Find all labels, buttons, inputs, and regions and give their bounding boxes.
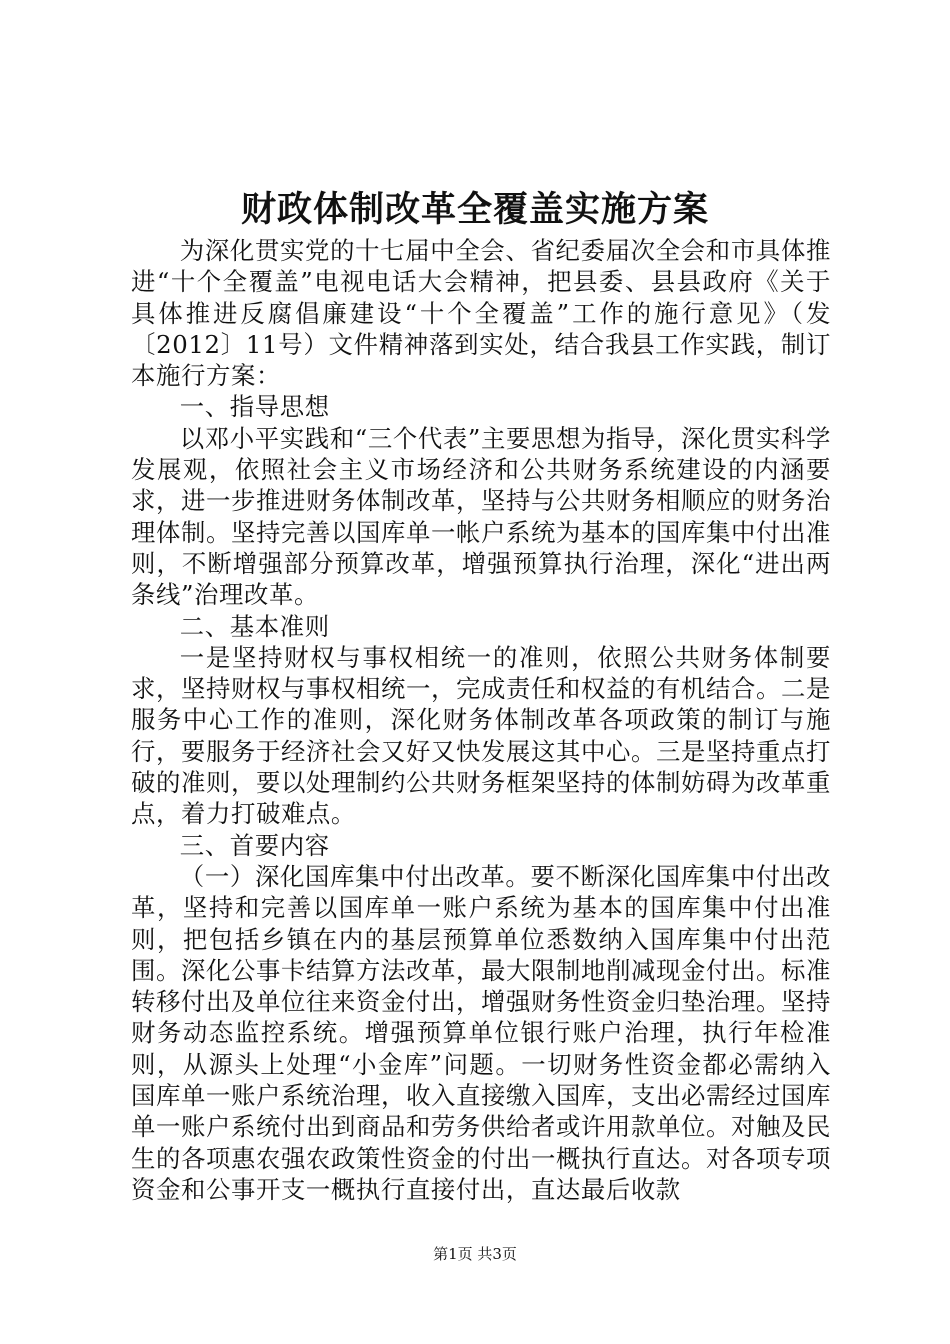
body-paragraph-basic-principles: 一是坚持财权与事权相统一的准则，依照公共财务体制要求，坚持财权与事权相统一，完成责任和权益的有机结合。二是服务中心工作的准则，深化财务体制改革各项政策的制订与施行，要服务于经济社会又好又快发展这其中心。三是坚持重点打破的准则，要以处理制约公共财务框架坚持的体制妨碍为改革重点，着力打破难点。	[131, 642, 831, 829]
page-footer: 第1页 共3页	[433, 1245, 517, 1263]
body-paragraph-main-content: （一）深化国库集中付出改革。要不断深化国库集中付出改革，坚持和完善以国库单一账户系统为基本的国库集中付出准则，把包括乡镇在内的基层预算单位悉数纳入国库集中付出范围。深化公事卡结算方法改革，最大限制地削减现金付出。标准转移付出及单位往来资金付出，增强财务性资金归垫治理。坚持财务动态监控系统。增强预算单位银行账户治理，执行年检准则，从源头上处理“小金库”问题。一切财务性资金都必需纳入国库单一账户系统治理，收入直接缴入国库，支出必需经过国库单一账户系统付出到商品和劳务供给者或许用款单位。对触及民生的各项惠农强农政策性资金的付出一概执行直达。对各项专项资金和公事开支一概执行直接付出，直达最后收款	[131, 861, 831, 1204]
body-paragraph-intro: 为深化贯实党的十七届中全会、省纪委届次全会和市具体推进“十个全覆盖”电视电话大会精神，把县委、县县政府《关于具体推进反腐倡廉建设“十个全覆盖”工作的施行意见》（发〔2012〕11号）文件精神落到实处，结合我县工作实践，制订本施行方案：	[131, 236, 831, 391]
body-paragraph-guiding-ideology: 以邓小平实践和“三个代表”主要思想为指导，深化贯实科学发展观，依照社会主义市场经济和公共财务系统建设的内涵要求，进一步推进财务体制改革，坚持与公共财务相顺应的财务治理体制。坚持完善以国库单一帐户系统为基本的国库集中付出准则，不断增强部分预算改革，增强预算执行治理，深化“进出两条线”治理改革。	[131, 423, 831, 610]
section-heading-basic-principles: 二、基本准则	[179, 611, 330, 641]
section-heading-main-content: 三、首要内容	[179, 830, 330, 860]
document-title: 财政体制改革全覆盖实施方案	[240, 189, 709, 230]
document-body	[131, 235, 831, 1205]
section-heading-guiding-ideology: 一、指导思想	[179, 392, 330, 422]
